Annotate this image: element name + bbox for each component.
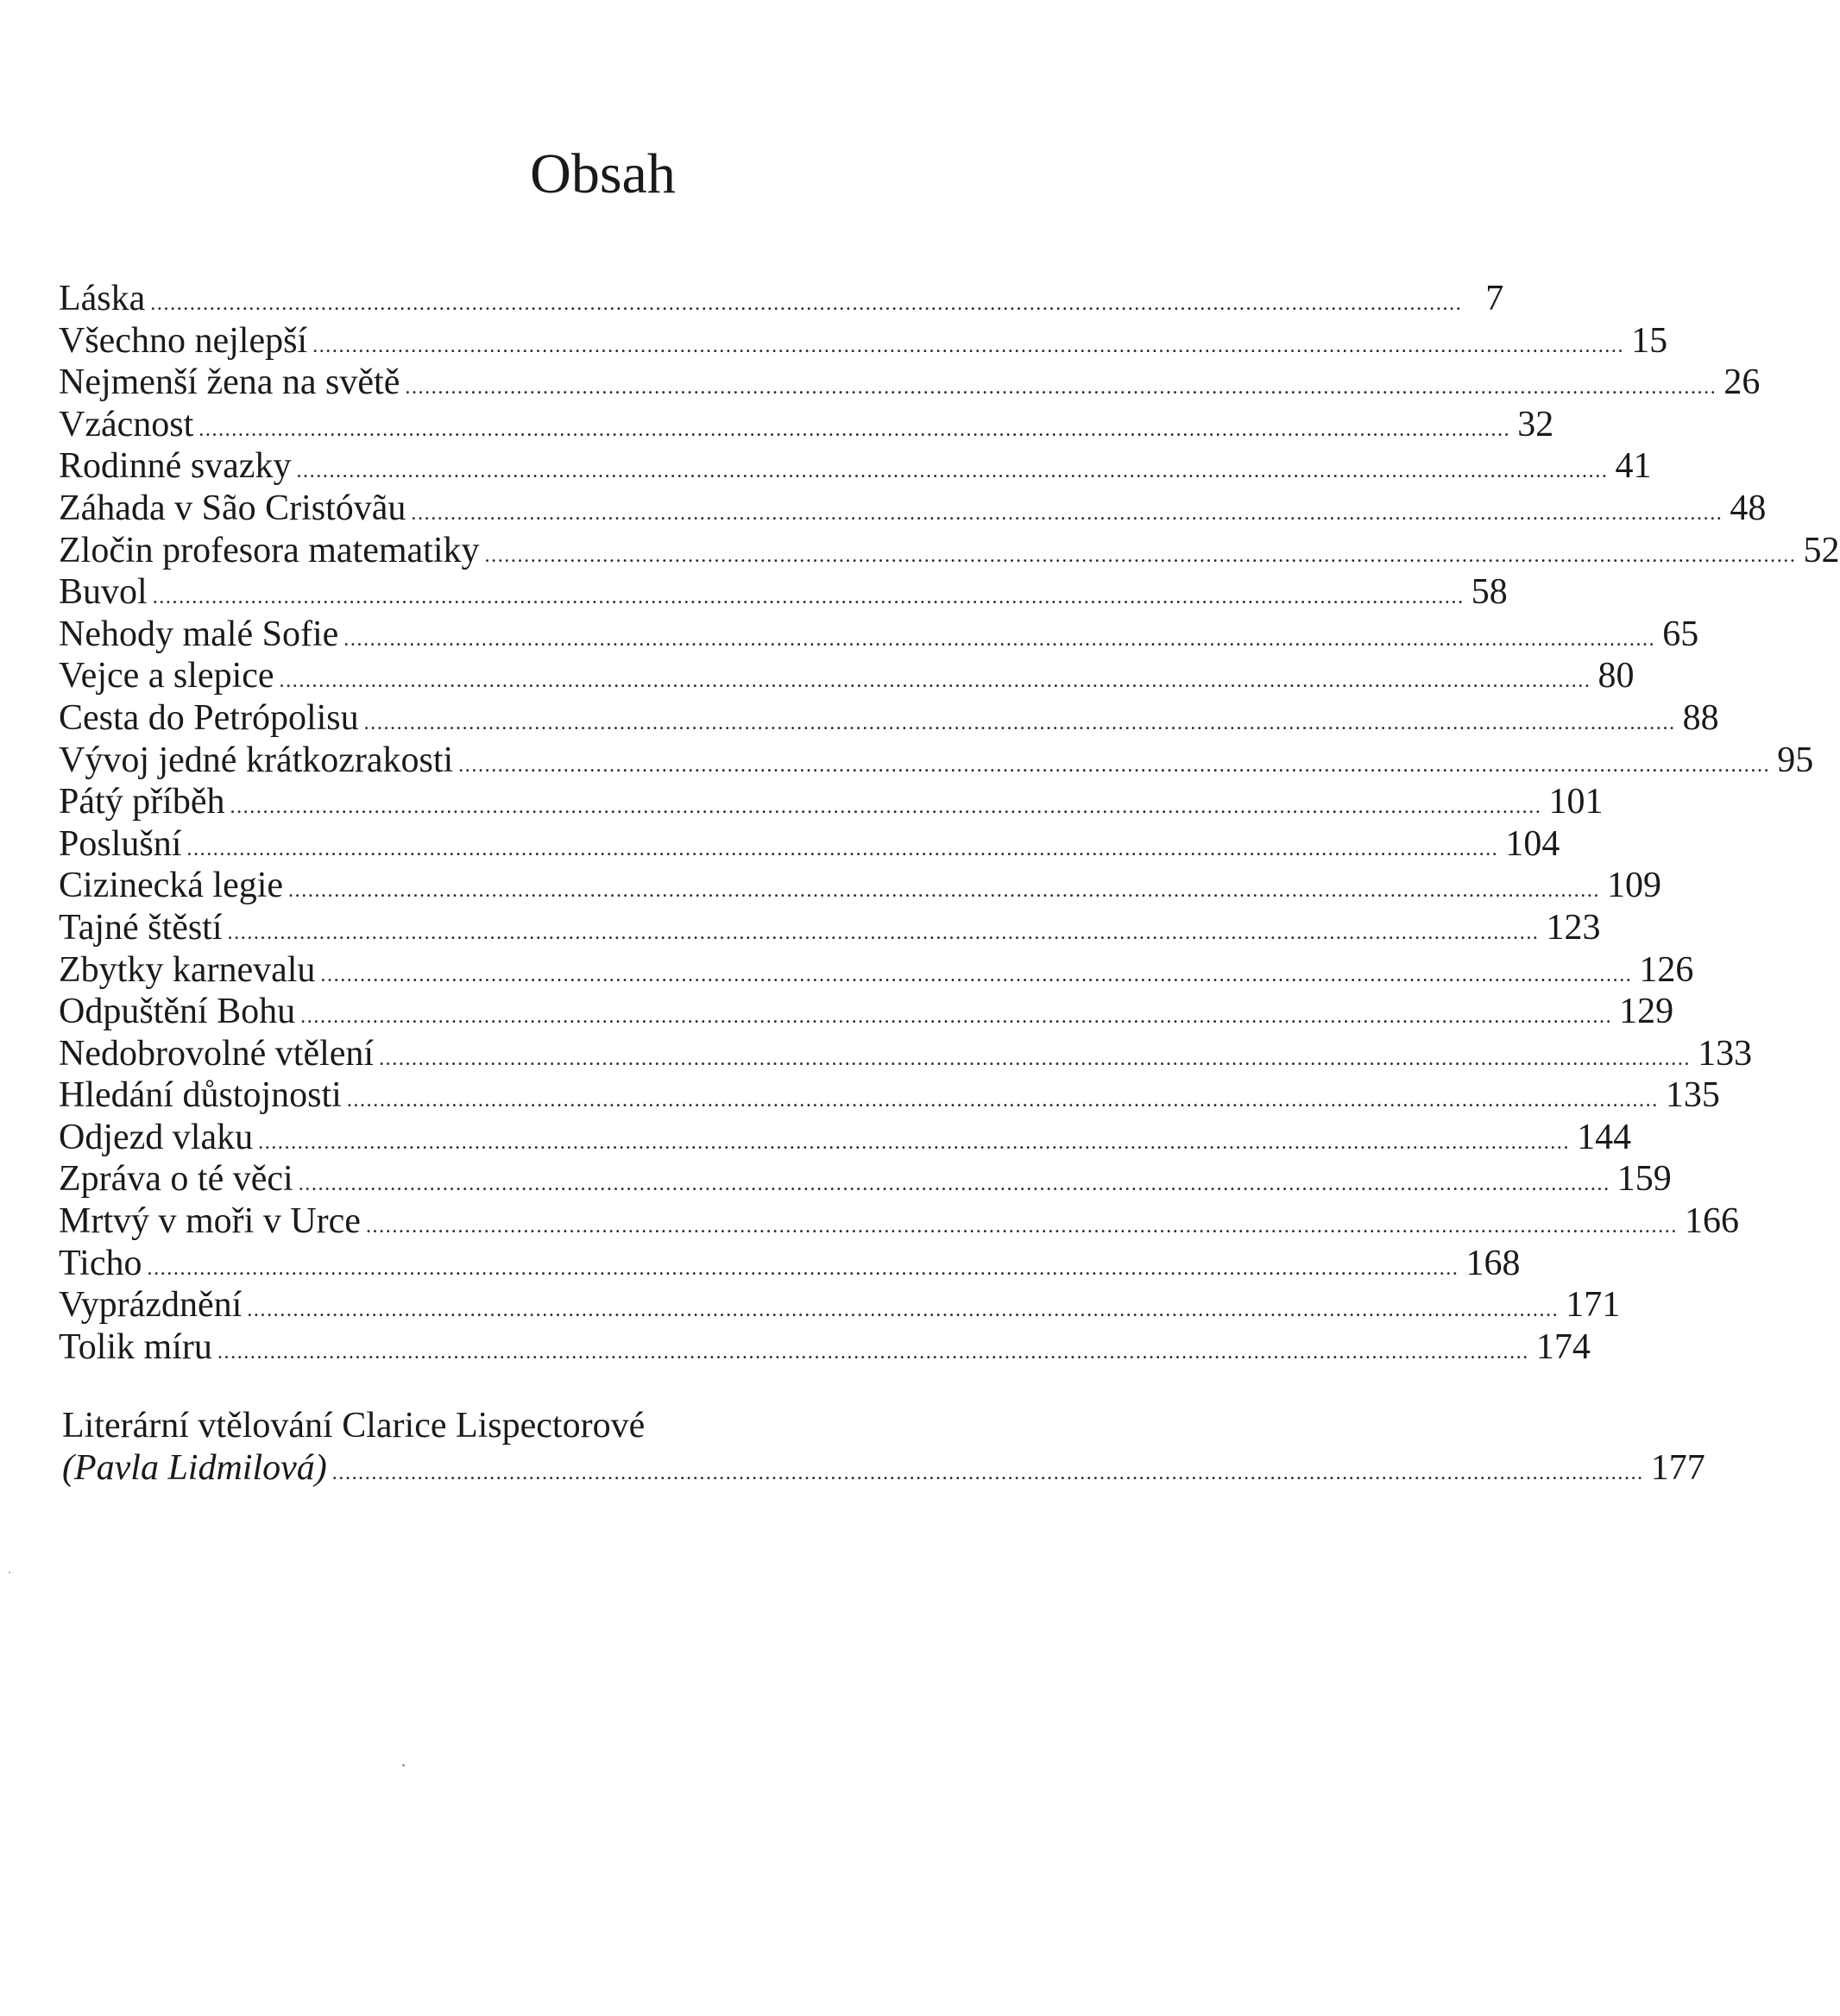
dot-leader: ........................................................................................................................................................................................................ bbox=[288, 879, 1601, 903]
entry-page-number: 26 bbox=[1723, 362, 1761, 403]
dot-leader: ........................................................................................................................................................................................................ bbox=[147, 1257, 1459, 1280]
toc-entry bbox=[59, 320, 1668, 362]
dot-leader: ........................................................................................................................................................................................................ bbox=[217, 1340, 1529, 1364]
dot-leader: ........................................................................................................................................................................................................ bbox=[312, 334, 1625, 357]
entry-title: Vývoj jedné krátkozrakosti bbox=[59, 740, 454, 780]
entry-page-number: 104 bbox=[1505, 823, 1560, 864]
dot-leader: ........................................................................................................................................................................................................ bbox=[230, 796, 1542, 819]
dot-leader: ........................................................................................................................................................................................................ bbox=[331, 1462, 1644, 1484]
entry-title: Nehody malé Sofie bbox=[59, 614, 339, 654]
entry-page-number: 133 bbox=[1698, 1033, 1753, 1074]
entry-page-number: 126 bbox=[1639, 949, 1694, 990]
entry-title: Tajné štěstí bbox=[59, 907, 223, 948]
dot-leader: ........................................................................................................................................................................................................ bbox=[300, 1005, 1613, 1029]
toc-entry bbox=[59, 614, 1699, 656]
table-of-contents bbox=[59, 278, 1840, 1368]
entry-page-number: 32 bbox=[1517, 404, 1554, 444]
entry-page-number: 159 bbox=[1616, 1159, 1672, 1200]
entry-title: Zbytky karnevalu bbox=[59, 949, 316, 990]
afterword-author-line bbox=[62, 1446, 1705, 1490]
paper-speck bbox=[9, 1572, 10, 1573]
dot-leader: ........................................................................................................................................................................................................ bbox=[343, 627, 1656, 651]
toc-entry bbox=[59, 488, 1767, 530]
entry-title: Nejmenší žena na světě bbox=[59, 362, 400, 403]
entry-title: Odpuštění Bohu bbox=[59, 992, 296, 1032]
dot-leader: ........................................................................................................................................................................................................ bbox=[152, 586, 1465, 609]
entry-page-number: 65 bbox=[1662, 614, 1699, 654]
entry-page-number: 144 bbox=[1577, 1117, 1632, 1157]
entry-page-number: 174 bbox=[1535, 1326, 1591, 1367]
paper-speck bbox=[402, 1764, 405, 1767]
afterword-page-number: 177 bbox=[1650, 1448, 1705, 1488]
entry-page-number: 109 bbox=[1607, 866, 1662, 906]
toc-entry bbox=[59, 445, 1652, 488]
entry-title: Cesta do Petrópolisu bbox=[59, 697, 359, 738]
entry-page-number: 58 bbox=[1471, 572, 1508, 613]
toc-entry bbox=[59, 571, 1508, 614]
entry-title: Zločin profesora matematiky bbox=[59, 530, 480, 570]
dot-leader: ........................................................................................................................................................................................................ bbox=[405, 376, 1717, 400]
dot-leader: ........................................................................................................................................................................................................ bbox=[279, 670, 1591, 693]
entry-title: Tolik míru bbox=[59, 1326, 212, 1367]
dot-leader: ........................................................................................................................................................................................................ bbox=[198, 418, 1511, 441]
toc-entry bbox=[59, 1158, 1672, 1200]
toc-entry bbox=[59, 865, 1662, 907]
dot-leader: ........................................................................................................................................................................................................ bbox=[363, 711, 1676, 734]
entry-title: Ticho bbox=[59, 1243, 142, 1283]
toc-entry bbox=[59, 1074, 1720, 1117]
entry-title: Poslušní bbox=[59, 823, 182, 864]
dot-leader: ........................................................................................................................................................................................................ bbox=[411, 501, 1723, 525]
dot-leader: ........................................................................................................................................................................................................ bbox=[320, 963, 1633, 986]
toc-entry bbox=[59, 1284, 1621, 1326]
entry-title: Vejce a slepice bbox=[59, 656, 274, 696]
entry-title: Zpráva o té věci bbox=[59, 1159, 293, 1200]
toc-entry bbox=[59, 655, 1635, 697]
entry-title: Nedobrovolné vtělení bbox=[59, 1033, 375, 1074]
entry-page-number: 52 bbox=[1803, 530, 1840, 570]
toc-entry bbox=[59, 530, 1840, 572]
toc-entry bbox=[59, 991, 1674, 1033]
toc-entry bbox=[59, 362, 1761, 404]
entry-title: Hledání důstojnosti bbox=[59, 1075, 342, 1116]
entry-page-number: 15 bbox=[1631, 320, 1668, 361]
dot-leader: ........................................................................................................................................................................................................ bbox=[346, 1089, 1659, 1112]
page-title: Obsah bbox=[530, 142, 676, 205]
afterword-title: Literární vtělování Clarice Lispectorové bbox=[62, 1406, 646, 1446]
entry-title: Vzácnost bbox=[59, 404, 194, 444]
toc-entry bbox=[59, 1117, 1632, 1159]
dot-leader: ........................................................................................................................................................................................................ bbox=[186, 837, 1499, 860]
entry-title: Láska bbox=[59, 279, 146, 318]
entry-page-number: 171 bbox=[1566, 1285, 1621, 1326]
toc-entry bbox=[59, 907, 1601, 949]
dot-leader: ........................................................................................................................................................................................................ bbox=[298, 1173, 1610, 1196]
dot-leader: ........................................................................................................................................................................................................ bbox=[227, 921, 1540, 944]
dot-leader: ........................................................................................................................................................................................................ bbox=[150, 293, 1463, 315]
entry-page-number: 129 bbox=[1619, 992, 1674, 1032]
toc-entry bbox=[59, 1033, 1753, 1075]
entry-page-number: 123 bbox=[1546, 907, 1601, 948]
entry-title: Rodinné svazky bbox=[59, 446, 292, 487]
dot-leader: ........................................................................................................................................................................................................ bbox=[296, 460, 1609, 483]
toc-entry bbox=[59, 781, 1604, 823]
entry-title: Pátý příběh bbox=[59, 782, 225, 822]
entry-page-number: 41 bbox=[1615, 446, 1652, 487]
toc-entry bbox=[59, 697, 1719, 740]
dot-leader: ........................................................................................................................................................................................................ bbox=[258, 1131, 1571, 1154]
toc-entry bbox=[59, 1326, 1591, 1369]
entry-page-number: 48 bbox=[1730, 488, 1767, 528]
entry-title: Mrtvý v moři v Urce bbox=[59, 1201, 361, 1242]
entry-page-number: 135 bbox=[1665, 1075, 1720, 1116]
entry-page-number: 166 bbox=[1684, 1201, 1739, 1242]
entry-title: Buvol bbox=[59, 572, 148, 613]
entry-page-number: 80 bbox=[1597, 656, 1635, 696]
entry-page-number: 168 bbox=[1465, 1243, 1521, 1283]
dot-leader: ........................................................................................................................................................................................................ bbox=[365, 1215, 1678, 1238]
toc-entry bbox=[59, 740, 1814, 782]
toc-entry bbox=[59, 1200, 1739, 1243]
toc-entry bbox=[59, 823, 1560, 866]
entry-title: Odjezd vlaku bbox=[59, 1117, 254, 1157]
entry-title: Vyprázdnění bbox=[59, 1285, 243, 1326]
entry-title: Záhada v São Cristóvãu bbox=[59, 488, 406, 528]
entry-page-number: 101 bbox=[1548, 782, 1604, 822]
toc-entry bbox=[59, 1243, 1521, 1285]
entry-title: Cizinecká legie bbox=[59, 866, 284, 906]
toc-entry bbox=[59, 949, 1694, 992]
afterword-entry bbox=[62, 1405, 1705, 1490]
toc-entry bbox=[59, 404, 1554, 446]
dot-leader: ........................................................................................................................................................................................................ bbox=[484, 544, 1797, 567]
dot-leader: ........................................................................................................................................................................................................ bbox=[458, 753, 1771, 777]
toc-entry bbox=[59, 278, 1504, 320]
entry-page-number: 88 bbox=[1682, 697, 1719, 738]
dot-leader: ........................................................................................................................................................................................................ bbox=[379, 1047, 1692, 1070]
entry-page-number: 95 bbox=[1777, 740, 1814, 780]
afterword-author: (Pavla Lidmilová) bbox=[62, 1448, 327, 1488]
entry-page-number: 7 bbox=[1485, 279, 1504, 318]
entry-title: Všechno nejlepší bbox=[59, 320, 308, 361]
dot-leader: ........................................................................................................................................................................................................ bbox=[247, 1299, 1560, 1322]
